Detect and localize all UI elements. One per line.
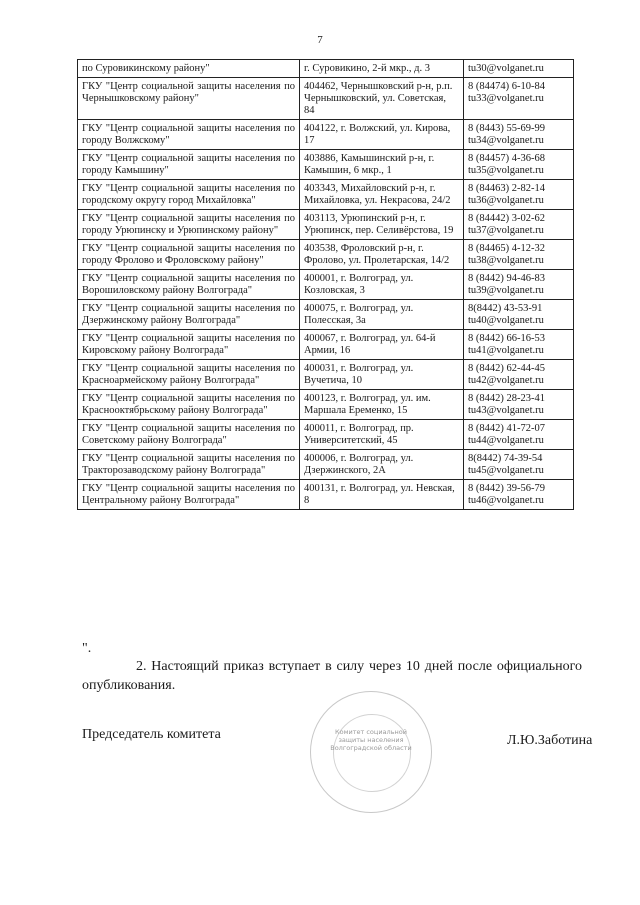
- address-cell: 400123, г. Волгоград, ул. им. Маршала Еременко, 15: [300, 390, 464, 420]
- phone-number: 8(8442) 43-53-91: [468, 303, 543, 314]
- table-row: [78, 390, 574, 420]
- table-row: [78, 420, 574, 450]
- email-address: tu35@volganet.ru: [468, 165, 544, 176]
- email-address: tu45@volganet.ru: [468, 465, 544, 476]
- email-address: tu46@volganet.ru: [468, 495, 544, 506]
- address-cell: 403113, Урюпинский р-н, г. Урюпинск, пер. Селивёрстова, 19: [300, 210, 464, 240]
- phone-number: 8 (8443) 55-69-99: [468, 123, 545, 134]
- table-row: [78, 120, 574, 150]
- contact-cell: [464, 270, 574, 300]
- address-cell: 404122, г. Волжский, ул. Кирова, 17: [300, 120, 464, 150]
- organization-cell: ГКУ "Центр социальной защиты населения по Чернышковскому району": [78, 78, 300, 120]
- signer-title: Председатель комитета: [82, 727, 221, 742]
- phone-number: 8 (8442) 66-16-53: [468, 333, 545, 344]
- table-row: [78, 78, 574, 120]
- address-cell: 403343, Михайловский р-н, г. Михайловка, ул. Некрасова, 24/2: [300, 180, 464, 210]
- stamp-text: Комитет социальной защиты населения Волгоградской области: [330, 728, 412, 752]
- table-row: [78, 300, 574, 330]
- table-row: [78, 210, 574, 240]
- contact-cell: [464, 480, 574, 510]
- table-row: [78, 180, 574, 210]
- contacts-table: [77, 59, 574, 510]
- contact-cell: [464, 120, 574, 150]
- phone-number: 8 (84457) 4-36-68: [468, 153, 545, 164]
- table-row: [78, 270, 574, 300]
- address-cell: 403886, Камышинский р-н, г. Камышин, 6 мкр., 1: [300, 150, 464, 180]
- organization-cell: ГКУ "Центр социальной защиты населения по Кировскому району Волгограда": [78, 330, 300, 360]
- address-cell: 403538, Фроловский р-н, г. Фролово, ул. Пролетарская, 14/2: [300, 240, 464, 270]
- table-row: [78, 360, 574, 390]
- email-address: tu38@volganet.ru: [468, 255, 544, 266]
- email-address: tu36@volganet.ru: [468, 195, 544, 206]
- organization-cell: ГКУ "Центр социальной защиты населения по Тракторозаводскому району Волгограда": [78, 450, 300, 480]
- email-address: tu30@volganet.ru: [468, 63, 544, 74]
- table-row: [78, 480, 574, 510]
- address-cell: 400011, г. Волгоград, пр. Университетский, 45: [300, 420, 464, 450]
- email-address: tu41@volganet.ru: [468, 345, 544, 356]
- address-cell: г. Суровикино, 2-й мкр., д. 3: [300, 60, 464, 78]
- phone-number: 8 (8442) 39-56-79: [468, 483, 545, 494]
- contact-cell: [464, 420, 574, 450]
- email-address: tu42@volganet.ru: [468, 375, 544, 386]
- page-number: 7: [317, 34, 323, 46]
- stamp-inner-ring: [333, 714, 411, 792]
- address-cell: 400075, г. Волгоград, ул. Полесская, 3а: [300, 300, 464, 330]
- email-address: tu33@volganet.ru: [468, 93, 544, 104]
- phone-number: 8 (8442) 62-44-45: [468, 363, 545, 374]
- contact-cell: [464, 180, 574, 210]
- phone-number: 8 (84474) 6-10-84: [468, 81, 545, 92]
- organization-cell: по Суровикинскому району": [78, 60, 300, 78]
- contact-cell: [464, 150, 574, 180]
- organization-cell: ГКУ "Центр социальной защиты населения по городу Волжскому": [78, 120, 300, 150]
- contacts-table-body: [78, 60, 574, 510]
- organization-cell: ГКУ "Центр социальной защиты населения по городу Фролово и Фроловскому району": [78, 240, 300, 270]
- table-row: [78, 60, 574, 78]
- effective-date-paragraph: 2. Настоящий приказ вступает в силу через 10 дней после официального опубликования.: [82, 659, 582, 693]
- contact-cell: [464, 300, 574, 330]
- contact-cell: [464, 360, 574, 390]
- email-address: tu39@volganet.ru: [468, 285, 544, 296]
- contact-cell: [464, 78, 574, 120]
- contact-cell: [464, 60, 574, 78]
- address-cell: 400001, г. Волгоград, ул. Козловская, 3: [300, 270, 464, 300]
- phone-number: 8 (8442) 94-46-83: [468, 273, 545, 284]
- organization-cell: ГКУ "Центр социальной защиты населения по Красноармейскому району Волгограда": [78, 360, 300, 390]
- email-address: tu34@volganet.ru: [468, 135, 544, 146]
- table-row: [78, 240, 574, 270]
- phone-number: 8 (84463) 2-82-14: [468, 183, 545, 194]
- address-cell: 400067, г. Волгоград, ул. 64-й Армии, 16: [300, 330, 464, 360]
- official-stamp: [310, 691, 432, 813]
- organization-cell: ГКУ "Центр социальной защиты населения по Советскому району Волгограда": [78, 420, 300, 450]
- contact-cell: [464, 240, 574, 270]
- contact-cell: [464, 450, 574, 480]
- organization-cell: ГКУ "Центр социальной защиты населения по Краснооктябрьскому району Волгограда": [78, 390, 300, 420]
- organization-cell: ГКУ "Центр социальной защиты населения по Ворошиловскому району Волгограда": [78, 270, 300, 300]
- organization-cell: ГКУ "Центр социальной защиты населения по Центральному району Волгограда": [78, 480, 300, 510]
- phone-number: 8 (8442) 41-72-07: [468, 423, 545, 434]
- organization-cell: ГКУ "Центр социальной защиты населения по городу Урюпинску и Урюпинскому району": [78, 210, 300, 240]
- email-address: tu44@volganet.ru: [468, 435, 544, 446]
- signer-name: Л.Ю.Заботина: [507, 733, 593, 748]
- contact-cell: [464, 390, 574, 420]
- phone-number: 8 (8442) 28-23-41: [468, 393, 545, 404]
- email-address: tu43@volganet.ru: [468, 405, 544, 416]
- phone-number: 8(8442) 74-39-54: [468, 453, 543, 464]
- organization-cell: ГКУ "Центр социальной защиты населения по городу Камышину": [78, 150, 300, 180]
- address-cell: 400131, г. Волгоград, ул. Невская, 8: [300, 480, 464, 510]
- table-row: [78, 450, 574, 480]
- table-row: [78, 150, 574, 180]
- contact-cell: [464, 330, 574, 360]
- phone-number: 8 (84442) 3-02-62: [468, 213, 545, 224]
- address-cell: 400006, г. Волгоград, ул. Дзержинского, 2А: [300, 450, 464, 480]
- organization-cell: ГКУ "Центр социальной защиты населения по городскому округу город Михайловка": [78, 180, 300, 210]
- phone-number: 8 (84465) 4-12-32: [468, 243, 545, 254]
- email-address: tu37@volganet.ru: [468, 225, 544, 236]
- closing-quote: ".: [82, 641, 92, 656]
- organization-cell: ГКУ "Центр социальной защиты населения по Дзержинскому району Волгограда": [78, 300, 300, 330]
- table-row: [78, 330, 574, 360]
- address-cell: 404462, Чернышковский р-н, р.п. Чернышковский, ул. Советская, 84: [300, 78, 464, 120]
- contact-cell: [464, 210, 574, 240]
- email-address: tu40@volganet.ru: [468, 315, 544, 326]
- address-cell: 400031, г. Волгоград, ул. Вучетича, 10: [300, 360, 464, 390]
